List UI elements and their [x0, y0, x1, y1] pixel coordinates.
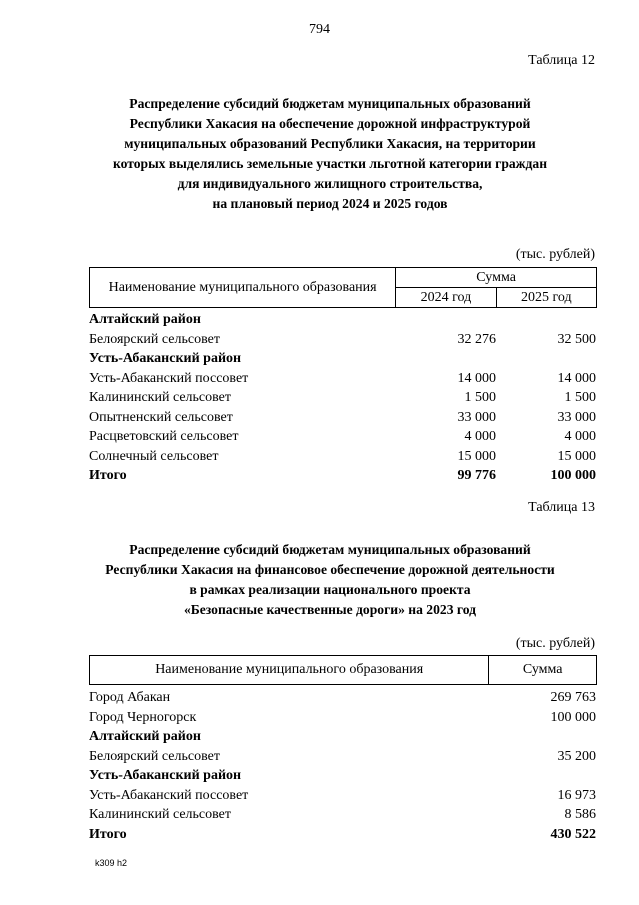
title-line: Республики Хакасия на обеспечение дорожной инфраструктурой	[129, 116, 531, 131]
row-name: Калининский сельсовет	[89, 807, 231, 822]
table-total-row	[89, 825, 596, 845]
header-sum-column: Сумма	[396, 268, 597, 288]
header-year-2025: 2025 год	[496, 288, 596, 308]
row-value: 16 973	[557, 787, 596, 803]
page-number: 794	[309, 22, 330, 37]
table-row	[89, 369, 596, 389]
row-value-2024: 4 000	[464, 429, 496, 444]
row-value-2024: 14 000	[457, 370, 496, 386]
header-name-column: Наименование муниципального образования	[90, 656, 489, 685]
table-12-body	[89, 310, 596, 486]
row-name: Итого	[89, 468, 127, 483]
table-13-header	[89, 655, 597, 685]
table-row	[89, 688, 596, 708]
table-row	[89, 708, 596, 728]
row-value-2024: 1 500	[464, 390, 496, 405]
table-12-label: Таблица 12	[528, 53, 595, 68]
title-line: на плановый период 2024 и 2025 годов	[212, 196, 448, 211]
row-value: 430 522	[550, 826, 596, 842]
table-13-body	[89, 688, 596, 844]
table-row	[89, 786, 596, 806]
row-name: Усть-Абаканский район	[89, 351, 242, 366]
table-row	[89, 349, 596, 369]
title-line: в рамках реализации национального проекта	[189, 582, 471, 597]
row-value-2024: 15 000	[457, 448, 496, 464]
row-value-2024: 33 000	[457, 409, 496, 425]
row-name: Расцветовский сельсовет	[89, 429, 239, 444]
table-13-title	[60, 540, 600, 620]
header-sum-column: Сумма	[489, 656, 597, 685]
title-line: которых выделялись земельные участки льготной категории граждан	[112, 156, 548, 171]
row-value-2025: 15 000	[557, 448, 596, 464]
title-line: Распределение субсидий бюджетам муниципальных образований	[129, 96, 531, 111]
table-12-title	[60, 94, 600, 214]
row-value-2024: 32 276	[457, 331, 496, 347]
row-name: Усть-Абаканский район	[89, 768, 242, 783]
table-13-units: (тыс. рублей)	[515, 636, 595, 651]
row-name: Город Абакан	[89, 690, 171, 705]
row-name: Алтайский район	[89, 312, 201, 327]
table-13-label: Таблица 13	[528, 500, 595, 515]
row-value: 269 763	[550, 690, 596, 705]
table-row	[89, 747, 596, 767]
row-name: Алтайский район	[89, 729, 201, 744]
row-name: Солнечный сельсовет	[89, 448, 219, 464]
row-value-2024: 99 776	[457, 468, 496, 483]
row-value: 35 200	[557, 748, 596, 764]
row-name: Город Черногорск	[89, 709, 197, 725]
table-row	[89, 805, 596, 825]
table-12-header	[89, 267, 597, 308]
footer-code: k309 h2	[95, 858, 128, 868]
table-row	[89, 330, 596, 350]
row-name: Итого	[89, 826, 127, 842]
header-year-2024: 2024 год	[396, 288, 496, 308]
row-name: Калининский сельсовет	[89, 390, 231, 405]
row-value-2025: 33 000	[557, 409, 596, 425]
header-name-column: Наименование муниципального образования	[90, 268, 396, 308]
table-row	[89, 427, 596, 447]
table-row	[89, 408, 596, 428]
title-line: «Безопасные качественные дороги» на 2023 год	[183, 602, 477, 617]
row-name: Усть-Абаканский поссовет	[89, 370, 249, 386]
table-row	[89, 388, 596, 408]
table-12-units: (тыс. рублей)	[515, 247, 595, 262]
table-row	[89, 727, 596, 747]
row-name: Усть-Абаканский поссовет	[89, 787, 249, 803]
title-line: для индивидуального жилищного строительства,	[177, 176, 483, 191]
table-total-row	[89, 466, 596, 486]
row-value-2025: 4 000	[564, 429, 596, 444]
row-value: 100 000	[550, 709, 596, 725]
row-value-2025: 100 000	[550, 468, 596, 483]
table-row	[89, 766, 596, 786]
row-value-2025: 1 500	[564, 390, 596, 405]
row-name: Белоярский сельсовет	[89, 748, 220, 764]
title-line: муниципальных образований Республики Хакасия, на территории	[124, 136, 536, 151]
row-value-2025: 14 000	[557, 370, 596, 386]
row-name: Опытненский сельсовет	[89, 409, 233, 425]
row-value-2025: 32 500	[557, 331, 596, 347]
row-name: Белоярский сельсовет	[89, 331, 220, 347]
title-line: Распределение субсидий бюджетам муниципальных образований	[129, 542, 531, 557]
row-value: 8 586	[564, 807, 596, 822]
title-line: Республики Хакасия на финансовое обеспечение дорожной деятельности	[105, 562, 555, 577]
table-row	[89, 310, 596, 330]
table-row	[89, 447, 596, 467]
